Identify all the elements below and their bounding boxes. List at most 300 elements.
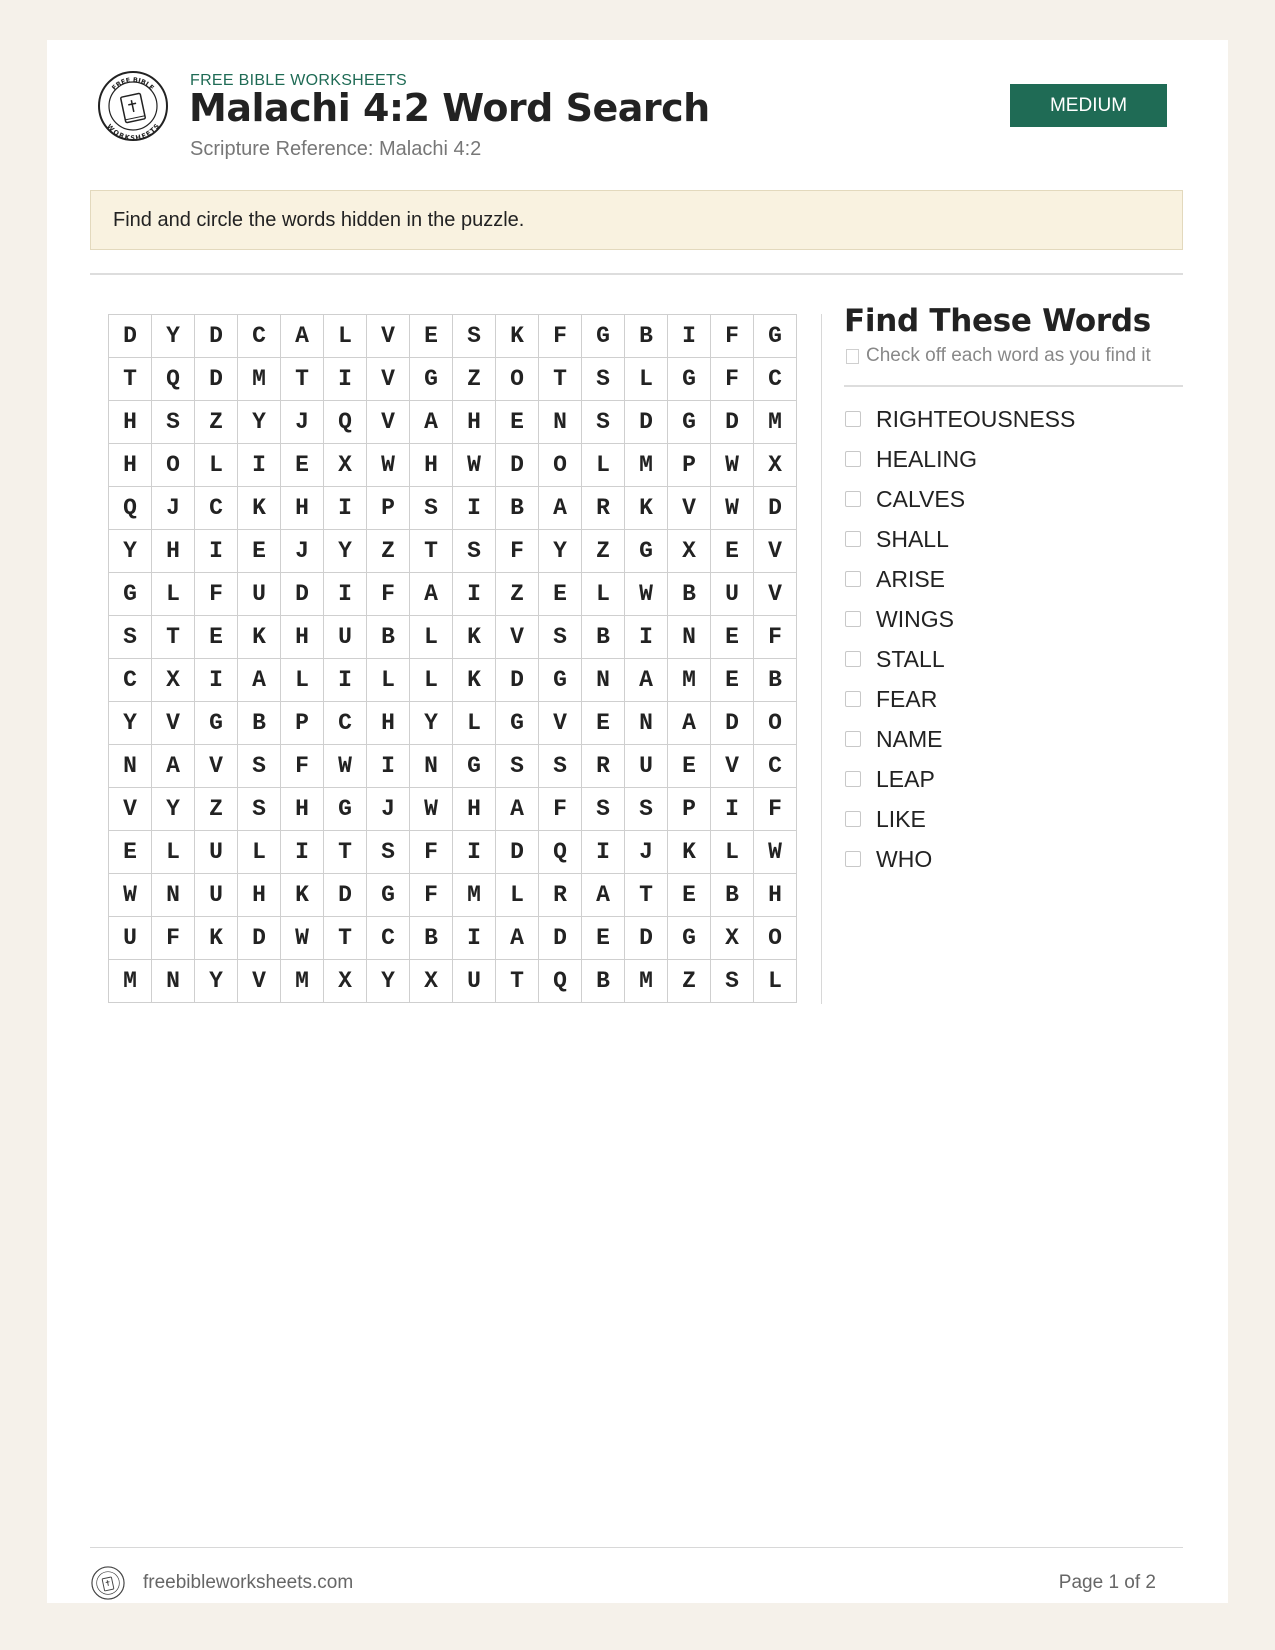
grid-cell[interactable]: D bbox=[711, 702, 754, 745]
grid-cell[interactable]: V bbox=[238, 960, 281, 1003]
grid-cell[interactable]: F bbox=[195, 573, 238, 616]
grid-cell[interactable]: T bbox=[109, 358, 152, 401]
grid-cell[interactable]: G bbox=[668, 917, 711, 960]
grid-cell[interactable]: R bbox=[582, 745, 625, 788]
grid-cell[interactable]: X bbox=[152, 659, 195, 702]
grid-cell[interactable]: M bbox=[625, 444, 668, 487]
grid-cell[interactable]: K bbox=[453, 616, 496, 659]
grid-row bbox=[109, 315, 797, 358]
grid-cell[interactable]: B bbox=[754, 659, 797, 702]
word-item bbox=[844, 399, 1184, 439]
grid-cell[interactable]: V bbox=[754, 573, 797, 616]
grid-cell[interactable]: S bbox=[539, 616, 582, 659]
grid-cell[interactable]: C bbox=[367, 917, 410, 960]
grid-cell[interactable]: E bbox=[496, 401, 539, 444]
word-checkbox[interactable] bbox=[845, 571, 861, 587]
grid-cell[interactable]: I bbox=[453, 917, 496, 960]
grid-cell[interactable]: N bbox=[109, 745, 152, 788]
word-label: FEAR bbox=[876, 685, 938, 712]
grid-cell[interactable]: L bbox=[195, 444, 238, 487]
grid-cell[interactable]: T bbox=[625, 874, 668, 917]
grid-cell[interactable]: D bbox=[109, 315, 152, 358]
grid-cell[interactable]: D bbox=[496, 444, 539, 487]
grid-cell[interactable]: E bbox=[410, 315, 453, 358]
grid-cell[interactable]: D bbox=[324, 874, 367, 917]
grid-cell[interactable]: E bbox=[195, 616, 238, 659]
grid-cell[interactable]: N bbox=[152, 960, 195, 1003]
grid-cell[interactable]: G bbox=[410, 358, 453, 401]
grid-cell[interactable]: H bbox=[410, 444, 453, 487]
grid-cell[interactable]: I bbox=[453, 831, 496, 874]
word-item bbox=[844, 519, 1184, 559]
grid-cell[interactable]: F bbox=[496, 530, 539, 573]
grid-cell[interactable]: S bbox=[496, 745, 539, 788]
difficulty-badge: MEDIUM bbox=[1010, 84, 1167, 127]
grid-cell[interactable]: K bbox=[195, 917, 238, 960]
grid-cell[interactable]: Q bbox=[109, 487, 152, 530]
grid-cell[interactable]: I bbox=[453, 487, 496, 530]
grid-cell[interactable]: E bbox=[281, 444, 324, 487]
grid-cell[interactable]: D bbox=[539, 917, 582, 960]
word-label: LEAP bbox=[876, 765, 935, 792]
grid-cell[interactable]: B bbox=[711, 874, 754, 917]
grid-cell[interactable]: X bbox=[324, 960, 367, 1003]
grid-cell[interactable]: H bbox=[754, 874, 797, 917]
word-checkbox[interactable] bbox=[845, 611, 861, 627]
grid-cell[interactable]: I bbox=[195, 530, 238, 573]
grid-cell[interactable]: K bbox=[453, 659, 496, 702]
grid-cell[interactable]: R bbox=[539, 874, 582, 917]
grid-cell[interactable]: Z bbox=[367, 530, 410, 573]
word-item bbox=[844, 799, 1184, 839]
grid-cell[interactable]: I bbox=[324, 573, 367, 616]
grid-cell[interactable]: J bbox=[152, 487, 195, 530]
word-label: WHO bbox=[876, 845, 933, 872]
grid-cell[interactable]: I bbox=[324, 659, 367, 702]
grid-cell[interactable]: W bbox=[625, 573, 668, 616]
grid-cell[interactable]: B bbox=[582, 960, 625, 1003]
grid-cell[interactable]: N bbox=[625, 702, 668, 745]
grid-cell[interactable]: E bbox=[539, 573, 582, 616]
grid-cell[interactable]: W bbox=[754, 831, 797, 874]
grid-cell[interactable]: S bbox=[238, 788, 281, 831]
grid-cell[interactable]: D bbox=[281, 573, 324, 616]
grid-cell[interactable]: F bbox=[754, 616, 797, 659]
grid-cell[interactable]: R bbox=[582, 487, 625, 530]
grid-cell[interactable]: D bbox=[496, 659, 539, 702]
footer-divider bbox=[90, 1547, 1183, 1548]
grid-cell[interactable]: I bbox=[625, 616, 668, 659]
word-item bbox=[844, 559, 1184, 599]
grid-cell[interactable]: G bbox=[367, 874, 410, 917]
grid-cell[interactable]: M bbox=[625, 960, 668, 1003]
word-checkbox[interactable] bbox=[845, 651, 861, 667]
grid-cell[interactable]: S bbox=[582, 788, 625, 831]
grid-cell[interactable]: K bbox=[668, 831, 711, 874]
grid-cell[interactable]: O bbox=[496, 358, 539, 401]
grid-cell[interactable]: H bbox=[109, 444, 152, 487]
grid-cell[interactable]: I bbox=[238, 444, 281, 487]
grid-cell[interactable]: A bbox=[625, 659, 668, 702]
grid-cell[interactable]: X bbox=[754, 444, 797, 487]
grid-cell[interactable]: P bbox=[668, 444, 711, 487]
grid-cell[interactable]: A bbox=[539, 487, 582, 530]
grid-cell[interactable]: O bbox=[539, 444, 582, 487]
word-checkbox[interactable] bbox=[845, 531, 861, 547]
grid-cell[interactable]: L bbox=[582, 573, 625, 616]
grid-cell[interactable]: O bbox=[754, 702, 797, 745]
grid-cell[interactable]: T bbox=[281, 358, 324, 401]
grid-cell[interactable]: W bbox=[453, 444, 496, 487]
grid-cell[interactable]: M bbox=[238, 358, 281, 401]
word-item bbox=[844, 439, 1184, 479]
grid-cell[interactable]: U bbox=[324, 616, 367, 659]
grid-cell[interactable]: C bbox=[324, 702, 367, 745]
word-list-divider bbox=[844, 385, 1183, 387]
grid-row bbox=[109, 401, 797, 444]
word-checkbox[interactable] bbox=[845, 771, 861, 787]
word-checkbox[interactable] bbox=[845, 491, 861, 507]
grid-cell[interactable]: Z bbox=[496, 573, 539, 616]
grid-cell[interactable]: O bbox=[152, 444, 195, 487]
grid-cell[interactable]: E bbox=[711, 530, 754, 573]
grid-cell[interactable]: Y bbox=[109, 530, 152, 573]
grid-row bbox=[109, 745, 797, 788]
grid-cell[interactable]: A bbox=[496, 788, 539, 831]
grid-cell[interactable]: I bbox=[195, 659, 238, 702]
grid-cell[interactable]: L bbox=[410, 659, 453, 702]
grid-cell[interactable]: M bbox=[453, 874, 496, 917]
grid-cell[interactable]: Y bbox=[152, 315, 195, 358]
word-list-hint bbox=[844, 345, 1184, 367]
grid-cell[interactable]: H bbox=[109, 401, 152, 444]
grid-cell[interactable]: E bbox=[109, 831, 152, 874]
grid-cell[interactable]: J bbox=[367, 788, 410, 831]
page-number: Page 1 of 2 bbox=[1058, 1572, 1156, 1593]
word-list bbox=[844, 399, 1184, 879]
grid-row bbox=[109, 444, 797, 487]
grid-cell[interactable]: V bbox=[195, 745, 238, 788]
grid-cell[interactable]: J bbox=[625, 831, 668, 874]
grid-cell[interactable]: M bbox=[109, 960, 152, 1003]
grid-cell[interactable]: N bbox=[152, 874, 195, 917]
grid-cell[interactable]: W bbox=[367, 444, 410, 487]
grid-cell[interactable]: F bbox=[410, 831, 453, 874]
grid-cell[interactable]: O bbox=[754, 917, 797, 960]
grid-cell[interactable]: L bbox=[152, 831, 195, 874]
grid-cell[interactable]: H bbox=[453, 401, 496, 444]
grid-cell[interactable]: Q bbox=[539, 960, 582, 1003]
grid-cell[interactable]: U bbox=[625, 745, 668, 788]
word-label: LIKE bbox=[876, 805, 926, 832]
grid-cell[interactable]: N bbox=[668, 616, 711, 659]
grid-cell[interactable]: Z bbox=[195, 401, 238, 444]
grid-cell[interactable]: T bbox=[324, 831, 367, 874]
grid-cell[interactable]: W bbox=[324, 745, 367, 788]
grid-cell[interactable]: J bbox=[281, 401, 324, 444]
grid-cell[interactable]: S bbox=[238, 745, 281, 788]
grid-cell[interactable]: F bbox=[539, 788, 582, 831]
grid-cell[interactable]: B bbox=[410, 917, 453, 960]
grid-cell[interactable]: L bbox=[281, 659, 324, 702]
grid-cell[interactable]: E bbox=[668, 874, 711, 917]
grid-cell[interactable]: I bbox=[281, 831, 324, 874]
grid-cell[interactable]: S bbox=[453, 315, 496, 358]
grid-cell[interactable]: D bbox=[625, 401, 668, 444]
grid-cell[interactable]: U bbox=[195, 831, 238, 874]
grid-cell[interactable]: S bbox=[367, 831, 410, 874]
grid-cell[interactable]: V bbox=[152, 702, 195, 745]
grid-cell[interactable]: B bbox=[625, 315, 668, 358]
grid-cell[interactable]: I bbox=[324, 358, 367, 401]
grid-cell[interactable]: G bbox=[668, 401, 711, 444]
grid-cell[interactable]: Y bbox=[324, 530, 367, 573]
grid-cell[interactable]: P bbox=[668, 788, 711, 831]
grid-cell[interactable]: S bbox=[109, 616, 152, 659]
grid-cell[interactable]: D bbox=[711, 401, 754, 444]
grid-cell[interactable]: B bbox=[367, 616, 410, 659]
grid-cell[interactable]: Y bbox=[367, 960, 410, 1003]
grid-cell[interactable]: B bbox=[496, 487, 539, 530]
word-checkbox[interactable] bbox=[845, 731, 861, 747]
grid-cell[interactable]: I bbox=[324, 487, 367, 530]
grid-cell[interactable]: A bbox=[410, 573, 453, 616]
grid-cell[interactable]: K bbox=[625, 487, 668, 530]
grid-cell[interactable]: B bbox=[582, 616, 625, 659]
grid-cell[interactable]: A bbox=[496, 917, 539, 960]
grid-row bbox=[109, 874, 797, 917]
grid-cell[interactable]: E bbox=[238, 530, 281, 573]
grid-cell[interactable]: S bbox=[453, 530, 496, 573]
grid-cell[interactable]: V bbox=[496, 616, 539, 659]
grid-cell[interactable]: W bbox=[711, 444, 754, 487]
grid-cell[interactable]: B bbox=[668, 573, 711, 616]
grid-cell[interactable]: W bbox=[109, 874, 152, 917]
grid-cell[interactable]: S bbox=[582, 358, 625, 401]
grid-cell[interactable]: J bbox=[281, 530, 324, 573]
grid-cell[interactable]: L bbox=[152, 573, 195, 616]
grid-cell[interactable]: Z bbox=[668, 960, 711, 1003]
word-checkbox[interactable] bbox=[845, 851, 861, 867]
grid-cell[interactable]: U bbox=[238, 573, 281, 616]
grid-cell[interactable]: G bbox=[668, 358, 711, 401]
grid-cell[interactable]: Y bbox=[238, 401, 281, 444]
grid-cell[interactable]: U bbox=[453, 960, 496, 1003]
grid-cell[interactable]: C bbox=[754, 358, 797, 401]
grid-cell[interactable]: S bbox=[582, 401, 625, 444]
word-label: NAME bbox=[876, 725, 943, 752]
grid-cell[interactable]: Z bbox=[195, 788, 238, 831]
grid-cell[interactable]: G bbox=[539, 659, 582, 702]
grid-cell[interactable]: G bbox=[109, 573, 152, 616]
word-checkbox[interactable] bbox=[845, 811, 861, 827]
grid-cell[interactable]: T bbox=[152, 616, 195, 659]
grid-cell[interactable]: L bbox=[453, 702, 496, 745]
grid-cell[interactable]: K bbox=[281, 874, 324, 917]
grid-cell[interactable]: H bbox=[238, 874, 281, 917]
grid-cell[interactable]: H bbox=[367, 702, 410, 745]
grid-cell[interactable]: K bbox=[238, 616, 281, 659]
grid-cell[interactable]: F bbox=[410, 874, 453, 917]
grid-cell[interactable]: Y bbox=[109, 702, 152, 745]
grid-cell[interactable]: A bbox=[238, 659, 281, 702]
grid-cell[interactable]: G bbox=[453, 745, 496, 788]
word-checkbox[interactable] bbox=[845, 411, 861, 427]
grid-cell[interactable]: G bbox=[754, 315, 797, 358]
grid-cell[interactable]: L bbox=[367, 659, 410, 702]
grid-cell[interactable]: F bbox=[711, 315, 754, 358]
grid-cell[interactable]: P bbox=[281, 702, 324, 745]
grid-cell[interactable]: Z bbox=[453, 358, 496, 401]
grid-cell[interactable]: T bbox=[410, 530, 453, 573]
grid-cell[interactable]: A bbox=[668, 702, 711, 745]
grid-cell[interactable]: F bbox=[711, 358, 754, 401]
grid-cell[interactable]: Y bbox=[195, 960, 238, 1003]
grid-cell[interactable]: U bbox=[109, 917, 152, 960]
grid-cell[interactable]: H bbox=[453, 788, 496, 831]
grid-cell[interactable]: V bbox=[539, 702, 582, 745]
grid-cell[interactable]: V bbox=[109, 788, 152, 831]
grid-cell[interactable]: H bbox=[152, 530, 195, 573]
grid-row bbox=[109, 659, 797, 702]
grid-cell[interactable]: G bbox=[496, 702, 539, 745]
grid-cell[interactable]: L bbox=[238, 831, 281, 874]
grid-cell[interactable]: N bbox=[582, 659, 625, 702]
grid-cell[interactable]: V bbox=[367, 358, 410, 401]
grid-cell[interactable]: K bbox=[238, 487, 281, 530]
word-checkbox[interactable] bbox=[845, 691, 861, 707]
grid-cell[interactable]: L bbox=[582, 444, 625, 487]
grid-cell[interactable]: D bbox=[625, 917, 668, 960]
grid-cell[interactable]: T bbox=[496, 960, 539, 1003]
grid-cell[interactable]: G bbox=[324, 788, 367, 831]
grid-cell[interactable]: Q bbox=[539, 831, 582, 874]
grid-cell[interactable]: F bbox=[152, 917, 195, 960]
grid-cell[interactable]: L bbox=[754, 960, 797, 1003]
grid-cell[interactable]: V bbox=[754, 530, 797, 573]
word-item bbox=[844, 759, 1184, 799]
grid-cell[interactable]: N bbox=[410, 745, 453, 788]
grid-row bbox=[109, 702, 797, 745]
grid-cell[interactable]: Q bbox=[324, 401, 367, 444]
grid-cell[interactable]: H bbox=[281, 788, 324, 831]
grid-cell[interactable]: X bbox=[711, 917, 754, 960]
word-list-hint-text: Check off each word as you find it bbox=[866, 345, 1151, 366]
grid-cell[interactable]: S bbox=[711, 960, 754, 1003]
grid-cell[interactable]: H bbox=[281, 487, 324, 530]
grid-cell[interactable]: F bbox=[754, 788, 797, 831]
grid-cell[interactable]: F bbox=[281, 745, 324, 788]
grid-cell[interactable]: T bbox=[539, 358, 582, 401]
grid-cell[interactable]: D bbox=[238, 917, 281, 960]
grid-cell[interactable]: V bbox=[668, 487, 711, 530]
word-item bbox=[844, 839, 1184, 879]
grid-cell[interactable]: Y bbox=[539, 530, 582, 573]
grid-cell[interactable]: I bbox=[367, 745, 410, 788]
grid-cell[interactable]: S bbox=[410, 487, 453, 530]
grid-cell[interactable]: M bbox=[281, 960, 324, 1003]
grid-cell[interactable]: Y bbox=[152, 788, 195, 831]
grid-cell[interactable]: E bbox=[582, 702, 625, 745]
grid-cell[interactable]: M bbox=[754, 401, 797, 444]
grid-cell[interactable]: Q bbox=[152, 358, 195, 401]
grid-cell[interactable]: S bbox=[539, 745, 582, 788]
grid-cell[interactable]: Z bbox=[582, 530, 625, 573]
grid-cell[interactable]: B bbox=[238, 702, 281, 745]
grid-cell[interactable]: I bbox=[668, 315, 711, 358]
grid-cell[interactable]: X bbox=[668, 530, 711, 573]
grid-cell[interactable]: U bbox=[195, 874, 238, 917]
grid-cell[interactable]: C bbox=[109, 659, 152, 702]
grid-cell[interactable]: G bbox=[195, 702, 238, 745]
grid-cell[interactable]: L bbox=[625, 358, 668, 401]
word-item bbox=[844, 599, 1184, 639]
grid-cell[interactable]: L bbox=[711, 831, 754, 874]
grid-cell[interactable]: W bbox=[711, 487, 754, 530]
grid-cell[interactable]: G bbox=[582, 315, 625, 358]
grid-cell[interactable]: I bbox=[711, 788, 754, 831]
grid-cell[interactable]: V bbox=[711, 745, 754, 788]
grid-cell[interactable]: E bbox=[668, 745, 711, 788]
grid-cell[interactable]: T bbox=[324, 917, 367, 960]
grid-cell[interactable]: E bbox=[711, 616, 754, 659]
grid-cell[interactable]: P bbox=[367, 487, 410, 530]
grid-cell[interactable]: S bbox=[625, 788, 668, 831]
grid-cell[interactable]: V bbox=[367, 315, 410, 358]
grid-cell[interactable]: E bbox=[582, 917, 625, 960]
grid-cell[interactable]: X bbox=[410, 960, 453, 1003]
grid-cell[interactable]: D bbox=[195, 358, 238, 401]
grid-cell[interactable]: C bbox=[754, 745, 797, 788]
grid-row bbox=[109, 487, 797, 530]
grid-cell[interactable]: L bbox=[324, 315, 367, 358]
grid-cell[interactable]: A bbox=[152, 745, 195, 788]
grid-cell[interactable]: H bbox=[281, 616, 324, 659]
grid-cell[interactable]: V bbox=[367, 401, 410, 444]
grid-cell[interactable]: W bbox=[281, 917, 324, 960]
grid-cell[interactable]: X bbox=[324, 444, 367, 487]
grid-cell[interactable]: A bbox=[410, 401, 453, 444]
grid-cell[interactable]: C bbox=[195, 487, 238, 530]
grid-cell[interactable]: A bbox=[281, 315, 324, 358]
grid-cell[interactable]: I bbox=[453, 573, 496, 616]
grid-cell[interactable]: W bbox=[410, 788, 453, 831]
logo-text-top: FREE BIBLE bbox=[110, 75, 156, 92]
grid-cell[interactable]: F bbox=[539, 315, 582, 358]
grid-cell[interactable]: U bbox=[711, 573, 754, 616]
grid-cell[interactable]: Y bbox=[410, 702, 453, 745]
grid-cell[interactable]: F bbox=[367, 573, 410, 616]
grid-row bbox=[109, 917, 797, 960]
grid-cell[interactable]: M bbox=[668, 659, 711, 702]
grid-cell[interactable]: L bbox=[496, 874, 539, 917]
grid-cell[interactable]: I bbox=[582, 831, 625, 874]
grid-cell[interactable]: D bbox=[496, 831, 539, 874]
grid-cell[interactable]: C bbox=[238, 315, 281, 358]
grid-cell[interactable]: S bbox=[152, 401, 195, 444]
word-label: RIGHTEOUSNESS bbox=[876, 405, 1076, 432]
grid-cell[interactable]: N bbox=[539, 401, 582, 444]
grid-cell[interactable]: K bbox=[496, 315, 539, 358]
grid-cell[interactable]: D bbox=[754, 487, 797, 530]
header-divider bbox=[90, 273, 1183, 275]
grid-cell[interactable]: D bbox=[195, 315, 238, 358]
word-checkbox[interactable] bbox=[845, 451, 861, 467]
grid-cell[interactable]: L bbox=[410, 616, 453, 659]
grid-cell[interactable]: G bbox=[625, 530, 668, 573]
grid-cell[interactable]: E bbox=[711, 659, 754, 702]
grid-cell[interactable]: A bbox=[582, 874, 625, 917]
